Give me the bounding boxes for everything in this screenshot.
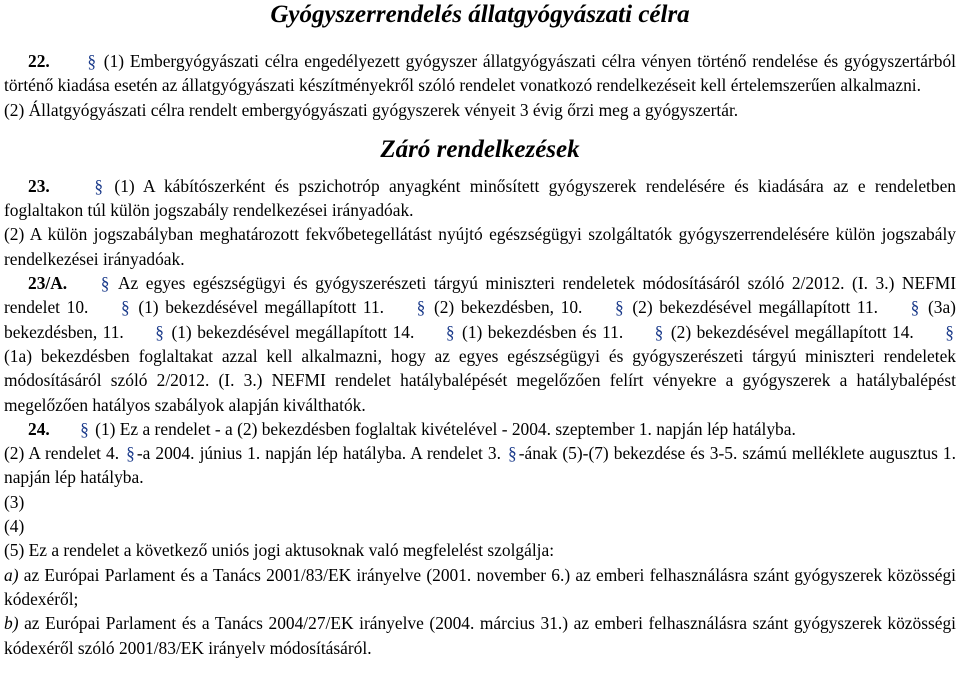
paragraph-text: (1) Embergyógyászati célra engedélyezett gyógyszer állatgyógyászati célra vényen történő rendelése és gyógyszertárból történő kiadása esetén az állatgyógyászati készítményekről szóló rendelet vonatkozó rendelkezéseit kell értelemszerűen alkalmazni. [4, 51, 956, 96]
paragraph-text: -a 2004. június 1. napján lép hatályba. A rendelet 3. [136, 443, 501, 464]
paragraph-text: (1a) bekezdésben foglaltakat azzal kell alkalmazni, hogy az egyes egészségügyi és gyógyszerészeti tárgyú miniszteri rendeletek módosításáról szóló 2/2012. (I. 3.) NEFMI rendelet hatálybalépését megelőzően felírt vényekre a gyógyszerek a hatálybalépést megelőzően hatályos szabályok alapján kiválthatók. [4, 345, 956, 415]
section-sign-link[interactable]: § [945, 321, 954, 342]
paragraph-22-1 [4, 49, 956, 98]
paragraph-number: 23. [28, 175, 50, 196]
paragraph-text: (3) [4, 491, 25, 512]
page-title: Gyógyszerrendelés állatgyógyászati célra [270, 1, 690, 28]
list-item-label: b) [4, 613, 19, 634]
paragraph-24-4 [4, 514, 956, 538]
section-sign-link[interactable]: § [120, 297, 130, 318]
paragraph-number: 23/A. [28, 273, 68, 294]
section-sign-link[interactable]: § [910, 297, 920, 318]
paragraph-text: -ának (5)-(7) bekezdése és 3-5. számú melléklete augusztus 1. napján lép hatályba. [4, 443, 956, 488]
paragraph-text: (2) Állatgyógyászati célra rendelt embergyógyászati gyógyszerek vényeit 3 évig őrzi meg a gyógyszertár. [4, 99, 739, 120]
list-item-label: a) [4, 564, 19, 585]
paragraph-text: (3a) bekezdésben, 11. [4, 297, 956, 342]
section-sign-link[interactable]: § [155, 321, 164, 342]
section-sign-link[interactable]: § [416, 297, 426, 318]
document-page [4, 0, 956, 660]
paragraph-23-2 [4, 222, 956, 271]
paragraph-text: (4) [4, 516, 25, 537]
paragraph-number: 22. [28, 51, 50, 71]
paragraph-22-2 [4, 98, 956, 122]
section-sign-link[interactable]: § [654, 321, 664, 342]
list-item-text: az Európai Parlament és a Tanács 2001/83/EK irányelve (2001. november 6.) az emberi felhasználásra szánt gyógyszerek közösségi kódexéről; [4, 564, 956, 609]
paragraph-text: (2) A rendelet 4. [4, 443, 120, 464]
section-sign-link[interactable]: § [87, 51, 97, 71]
paragraph-24-3 [4, 490, 956, 514]
paragraph-text: (2) A külön jogszabályban meghatározott fekvőbetegellátást nyújtó egészségügyi szolgáltatók gyógyszerrendelésére külön jogszabály rendelkezései irányadóak. [4, 224, 956, 269]
section-sign-link[interactable]: § [445, 321, 455, 342]
section-sign-link[interactable]: § [126, 443, 135, 464]
paragraph-text: (2) bekezdésben, 10. [433, 297, 583, 318]
paragraph-23a [4, 271, 956, 417]
section-sign-link[interactable]: § [94, 175, 104, 196]
paragraph-text: (1) bekezdésben és 11. [462, 321, 624, 342]
section-sign-link[interactable]: § [80, 418, 89, 439]
paragraph-text: Az egyes egészségügyi és gyógyszerészeti tárgyú miniszteri rendeletek módosításáról szóló 2/2012. (I. 3.) NEFMI rendelet 10. [4, 273, 957, 318]
paragraph-number: 24. [28, 418, 50, 439]
section-sign-link[interactable]: § [508, 443, 517, 464]
list-item-a [4, 563, 956, 612]
paragraph-text: (2) bekezdésével megállapított 11. [632, 297, 878, 318]
paragraph-text: (2) bekezdésével megállapított 14. [670, 321, 914, 342]
paragraph-text: (1) Ez a rendelet - a (2) bekezdésben foglaltak kivételével - 2004. szeptember 1. napján lép hatályba. [95, 418, 796, 439]
paragraph-24-5 [4, 538, 956, 562]
section-sign-link[interactable]: § [100, 273, 110, 294]
paragraph-24-2 [4, 441, 956, 490]
paragraph-23-1 [4, 174, 956, 223]
paragraph-text: (1) bekezdésével megállapított 14. [171, 321, 415, 342]
list-item-text: az Európai Parlament és a Tanács 2004/27/EK irányelve (2004. március 31.) az emberi felhasználásra szánt gyógyszerek közösségi kódexéről szóló 2001/83/EK irányelv módosításáról. [4, 613, 956, 658]
list-item-b [4, 611, 956, 660]
paragraph-text: (1) A kábítószerként és pszichotróp anyagként minősített gyógyszerek rendelésére és kiadására az e rendeletben foglaltakon túl külön jogszabály rendelkezései irányadóak. [4, 175, 956, 221]
paragraph-text: (1) bekezdésével megállapított 11. [138, 297, 384, 318]
section-sign-link[interactable]: § [615, 297, 624, 318]
section-heading: Záró rendelkezések [380, 135, 580, 163]
paragraph-text: (5) Ez a rendelet a következő uniós jogi aktusoknak való megfelelést szolgálja: [4, 540, 555, 561]
paragraph-24-1 [4, 417, 956, 441]
